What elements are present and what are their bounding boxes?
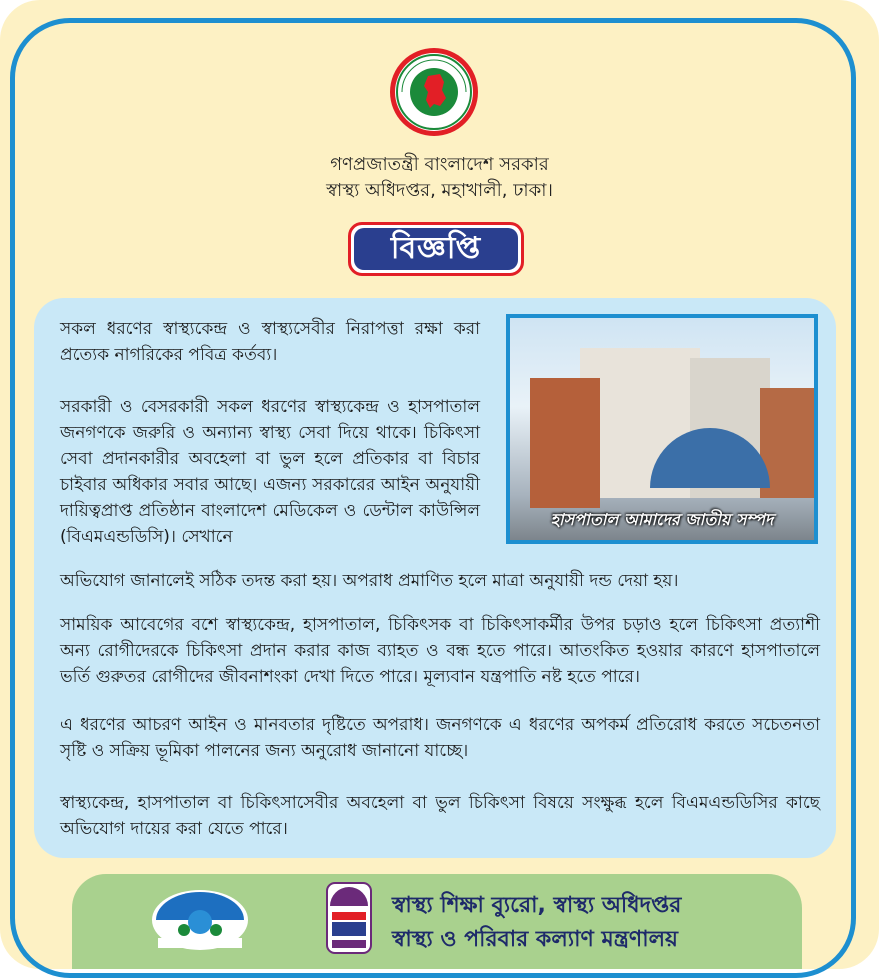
government-seal-icon: [388, 46, 480, 138]
government-name: গণপ্রজাতন্ত্রী বাংলাদেশ সরকার: [330, 154, 549, 175]
photo-caption: হাসপাতাল আমাদের জাতীয় সম্পদ: [550, 510, 774, 529]
hpnsdp-logo-icon: [148, 886, 252, 952]
paragraph-complaint-procedure: স্বাস্থ্যকেন্দ্র, হাসপাতাল বা চিকিৎসাসেবীর অবহেলা বা ভুল চিকিৎসা বিষয়ে সংক্ষুব্ধ হলে বিএমএন্ডডিসির কাছে অভিযোগ দায়ের করা যেতে পারে।: [60, 793, 820, 839]
paragraph-right-to-complain-continued: অভিযোগ জানালেই সঠিক তদন্ত করা হয়। অপরাধ প্রমাণিত হলে মাত্রা অনুযায়ী দন্ড দেয়া হয়।: [60, 571, 679, 591]
notice-title: বিজ্ঞপ্তি: [354, 228, 518, 270]
paragraph-safety-duty: সকল ধরণের স্বাস্থ্যকেন্দ্র ও স্বাস্থ্যসেবীর নিরাপত্তা রক্ষা করা প্রত্যেক নাগরিকের পবিত্র কর্তব্য।: [60, 319, 480, 365]
notice-badge: [348, 222, 524, 276]
hospital-photo: [506, 314, 818, 544]
building-shape: [530, 378, 600, 508]
paragraph-attack-consequences: সাময়িক আবেগের বশে স্বাস্থ্যকেন্দ্র, হাসপাতাল, চিকিৎসক বা চিকিৎসাকর্মীর উপর চড়াও হলে চিকিৎসা প্রত্যাশী অন্য রোগীদেরকে চিকিৎসা প্রদান করার কাজ ব্যাহত ও বন্ধ হতে পারে। আতংকিত হওয়ার কারণে হাসপাতালে ভর্তি গুরুতর রোগীদের জীবনাশংকা দেখা দিতে পারে। মূল্যবান যন্ত্রপাতি নষ্ট হতে পারে।: [60, 615, 820, 687]
directorate-address: স্বাস্থ্য অধিদপ্তর, মহাখালী, ঢাকা।: [326, 180, 553, 201]
ministry-name: স্বাস্থ্য ও পরিবার কল্যাণ মন্ত্রণালয়: [392, 927, 678, 952]
health-talks-logo-icon: [326, 882, 372, 954]
paragraph-right-to-complain: সরকারী ও বেসরকারী সকল ধরণের স্বাস্থ্যকেন্দ্র ও হাসপাতাল জনগণকে জরুরি ও অন্যান্য স্বাস্থ্য সেবা দিয়ে থাকে। চিকিৎসা সেবা প্রদানকারীর অবহেলা বা ভুল হলে প্রতিকার বা বিচার চাইবার অধিকার সবার আছে। এজন্য সরকারের আইন অনুযায়ী দায়িত্বপ্রাপ্ত প্রতিষ্ঠান বাংলাদেশ মেডিকেল ও ডেন্টাল কাউন্সিল (বিএমএন্ডডিসি)। সেখানে: [60, 397, 480, 547]
bureau-name: স্বাস্থ্য শিক্ষা ব্যুরো, স্বাস্থ্য অধিদপ্তর: [392, 893, 682, 918]
paragraph-crime-awareness: এ ধরণের আচরণ আইন ও মানবতার দৃষ্টিতে অপরাধ। জনগণকে এ ধরণের অপকর্ম প্রতিরোধ করতে সচেতনতা সৃষ্টি ও সক্রিয় ভূমিকা পালনের জন্য অনুরোধ জানানো যাচ্ছে।: [60, 715, 820, 761]
